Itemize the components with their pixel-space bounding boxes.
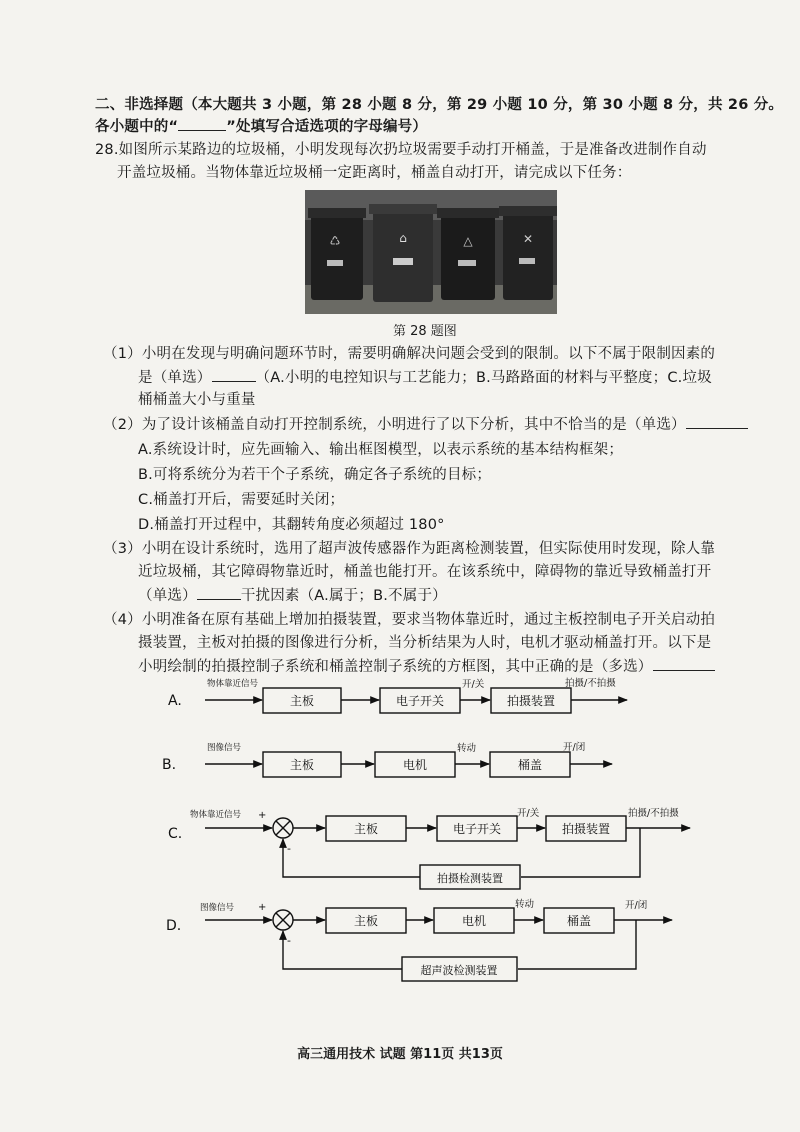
svg-text:♺: ♺: [329, 234, 341, 248]
diagram-c-minus: -: [287, 842, 291, 855]
diagram-a-input: 物体靠近信号: [207, 679, 259, 689]
diagram-c-box1: 主板: [353, 822, 379, 836]
q28-sub2-optA: A.系统设计时，应先画输入、输出框图模型，以表示系统的基本结构框架；: [138, 442, 624, 458]
diagram-a-box1: 主板: [289, 694, 315, 708]
answer-blank-1: [212, 367, 256, 382]
section-heading: 二、非选择题（本大题共 3 小题，第 28 小题 8 分，第 29 小题 10 分，第 30 小题 8 分，共 26 分。: [95, 97, 784, 113]
q28-sub1-line2: 是（单选） （A.小明的电控知识与工艺能力；B.马路路面的材料与平整度；C.垃圾: [138, 367, 712, 388]
svg-text:△: △: [463, 234, 473, 248]
diagram-d-plus: +: [258, 902, 267, 913]
answer-blank-2: [686, 414, 748, 429]
answer-blank-sample: [178, 116, 226, 131]
diagram-c-signal2: 开/关: [517, 808, 540, 819]
block-diagrams: [0, 670, 800, 990]
q28-sub3-line3: （单选） 干扰因素（A.属于；B.不属于）: [138, 585, 447, 606]
diagram-c-box3: 拍摄装置: [561, 822, 611, 836]
diagram-c-plus: +: [258, 810, 267, 821]
diagram-a-signal2: 开/关: [462, 679, 485, 690]
q28-intro: 28.如图所示某路边的垃圾桶，小明发现每次扔垃圾需要手动打开桶盖，于是准备改进制作自动: [95, 142, 707, 158]
diagram-a-label: A.: [168, 693, 182, 709]
diagram-d-input: 图像信号: [200, 903, 235, 913]
diagram-d-box3: 桶盖: [566, 914, 592, 928]
section-heading-line2: 各小题中的“ ”处填写合适选项的字母编号）: [95, 116, 427, 137]
q28-sub2-optD: D.桶盖打开过程中，其翻转角度必须超过 180°: [138, 517, 445, 533]
diagram-d-feedback: 超声波检测装置: [420, 964, 498, 977]
diagram-c-box2: 电子开关: [452, 822, 502, 836]
diagram-b-box2: 电机: [402, 758, 428, 772]
diagram-b-output: 开/闭: [563, 742, 586, 753]
diagram-d-label: D.: [166, 918, 182, 934]
diagram-d-output: 开/闭: [625, 900, 648, 911]
diagram-c-feedback: 拍摄检测装置: [437, 872, 503, 885]
q28-sub2: （2）为了设计该桶盖自动打开控制系统，小明进行了以下分析，其中不恰当的是（单选）: [103, 414, 748, 435]
trash-bins-image: [305, 190, 557, 314]
q28-sub3: （3）小明在设计系统时，选用了超声波传感器作为距离检测装置，但实际使用时发现，除人靠: [103, 541, 716, 557]
q28-sub3-line2: 近垃圾桶，其它障碍物靠近时，桶盖也能打开。在该系统中，障碍物的靠近导致桶盖打开: [138, 564, 712, 580]
diagram-c-output: 拍摄/不拍摄: [628, 808, 679, 819]
diagram-a-box2: 电子开关: [395, 694, 445, 708]
trash-bin-photo: [305, 190, 557, 314]
diagram-a-output: 拍摄/不拍摄: [565, 678, 616, 689]
diagram-d-signal2: 转动: [515, 899, 535, 910]
q28-intro-2: 开盖垃圾桶。当物体靠近垃圾桶一定距离时，桶盖自动打开，请完成以下任务：: [117, 165, 632, 181]
q28-sub4-line3: 小明绘制的拍摄控制子系统和桶盖控制子系统的方框图，其中正确的是（多选）: [138, 656, 715, 677]
q28-sub4: （4）小明准备在原有基础上增加拍摄装置，要求当物体靠近时，通过主板控制电子开关启动拍: [103, 612, 716, 628]
figure-caption: 第 28 题图: [393, 324, 457, 339]
svg-text:⌂: ⌂: [399, 231, 407, 245]
diagram-d-box1: 主板: [353, 914, 379, 928]
svg-text:✕: ✕: [522, 232, 534, 246]
answer-blank-3: [197, 585, 241, 600]
q28-sub1: （1）小明在发现与明确问题环节时，需要明确解决问题会受到的限制。以下不属于限制因素的: [103, 346, 716, 362]
diagram-c-label: C.: [168, 826, 183, 842]
diagram-c-input: 物体靠近信号: [190, 810, 242, 820]
diagram-d-minus: -: [287, 934, 291, 947]
diagram-b-signal2: 转动: [457, 743, 477, 754]
q28-sub1-line3: 桶桶盖大小与重量: [138, 392, 256, 408]
answer-blank-4: [653, 656, 715, 671]
q28-sub2-optB: B.可将系统分为若干个子系统，确定各子系统的目标；: [138, 467, 492, 483]
q28-sub4-line2: 摄装置，主板对拍摄的图像进行分析，当分析结果为人时，电机才驱动桶盖打开。以下是: [138, 635, 712, 651]
q28-sub2-optC: C.桶盖打开后，需要延时关闭；: [138, 492, 345, 508]
diagram-d-box2: 电机: [461, 914, 487, 928]
page-footer: 高三通用技术 试题 第11页 共13页: [297, 1047, 503, 1062]
diagram-a-box3: 拍摄装置: [506, 694, 556, 708]
diagram-b-label: B.: [162, 757, 177, 773]
diagram-b-input: 图像信号: [207, 743, 242, 753]
diagram-b-box1: 主板: [289, 758, 315, 772]
diagram-b-box3: 桶盖: [517, 758, 543, 772]
